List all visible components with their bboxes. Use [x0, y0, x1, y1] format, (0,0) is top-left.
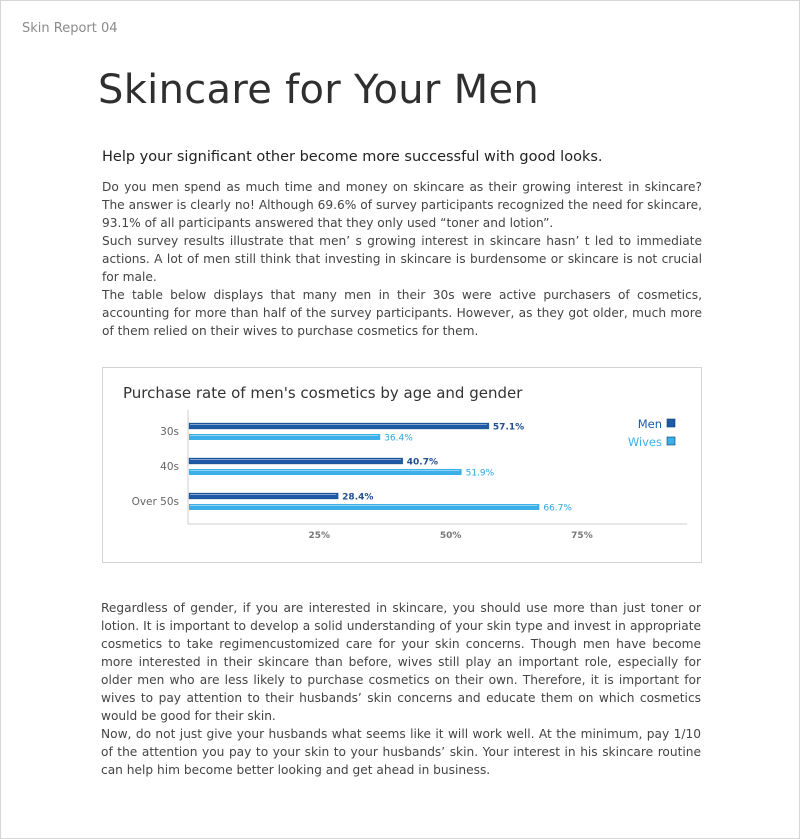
report-label: Skin Report 04	[22, 21, 118, 36]
article-subtitle: Help your significant other become more successful with good looks.	[102, 149, 603, 165]
legend-swatch-wives	[667, 437, 675, 445]
data-label: 51.9%	[465, 468, 495, 479]
page-title: Skincare for Your Men	[98, 67, 540, 113]
x-tick-label: 25%	[308, 531, 331, 541]
intro-paragraph: Do you men spend as much time and money on skincare as their growing interest in skincare? The answer is clearly no! Although 69.6% of survey participants recognized the need for skincare, 93.1% of all participants answered that they only used “toner and lotion”.	[102, 180, 702, 230]
category-label: Over 50s	[131, 496, 179, 508]
bar-men	[189, 493, 338, 499]
data-label: 36.4%	[384, 433, 413, 444]
outro-paragraph: Regardless of gender, if you are interested in skincare, you should use more than just toner or lotion. It is important to develop a solid understanding of your skin type and invest in appropriate cosmetics to take regimencustomized care for your skin concerns. Though men have become more interested in their skincare than before, wives still play an important role, especially for older men who are less likely to purchase cosmetics on their own. Therefore, it is important for wives to pay attention to their husbands’ skin concerns and educate them on which cosmetics would be good for their skin.	[101, 601, 701, 723]
bar-wives	[189, 504, 539, 510]
x-tick-label: 75%	[571, 531, 593, 541]
legend-swatch-men	[667, 419, 675, 427]
legend-label-wives: Wives	[627, 435, 662, 449]
intro-text	[102, 178, 702, 340]
category-label: 40s	[160, 461, 179, 473]
bar-men	[189, 458, 403, 464]
legend-label-men: Men	[637, 417, 662, 431]
chart-panel	[102, 367, 702, 563]
chart-title: Purchase rate of men's cosmetics by age and gender	[123, 384, 523, 402]
outro-paragraph: Now, do not just give your husbands what seems like it will work well. At the minimum, pay 1/10 of the attention you pay to your skin to your husbands’ skin. Your interest in his skincare routine can help him become better looking and get ahead in business.	[101, 727, 701, 777]
bar-chart	[103, 368, 701, 562]
intro-paragraph: The table below displays that many men in their 30s were active purchasers of cosmetics, accounting for more than half of the survey participants. However, as they got older, much more of them relied on their wives to purchase cosmetics for them.	[102, 288, 702, 338]
outro-text	[101, 599, 701, 779]
bar-wives	[189, 469, 462, 475]
data-label: 57.1%	[492, 422, 525, 433]
data-label: 66.7%	[543, 503, 572, 514]
data-label: 28.4%	[342, 492, 374, 503]
intro-paragraph: Such survey results illustrate that men’ s growing interest in skincare hasn’ t led to immediate actions. A lot of men still think that investing in skincare is burdensome or skincare is not crucial for male.	[102, 234, 702, 284]
category-label: 30s	[160, 426, 179, 438]
bar-wives	[189, 434, 380, 440]
data-label: 40.7%	[406, 457, 439, 468]
bar-men	[189, 423, 489, 429]
x-tick-label: 50%	[439, 531, 462, 541]
